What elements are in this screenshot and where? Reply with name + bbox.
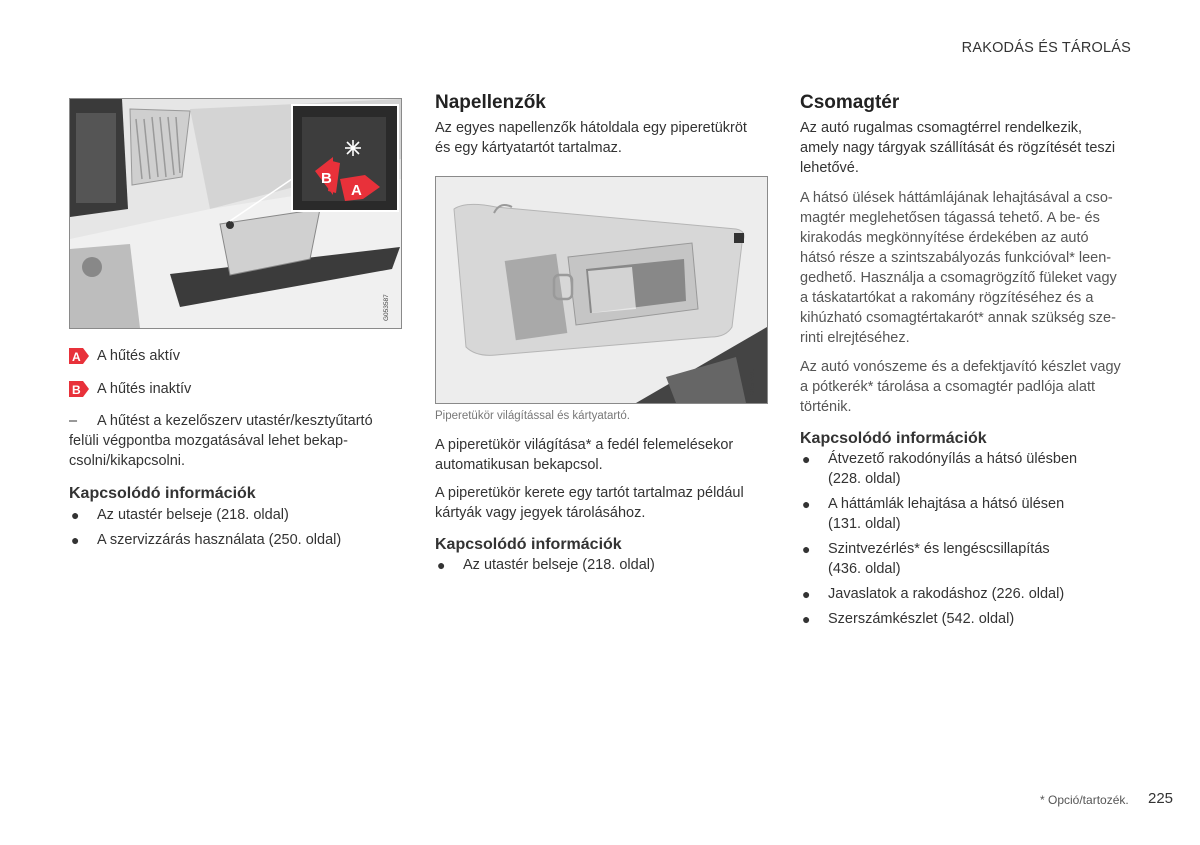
glovebox-figure <box>69 98 402 329</box>
intro-line: Az autó rugalmas csomagtérrel rendelkezik, <box>800 120 1083 136</box>
dash-line: felüli végpontba mozgatásával lehet bekap- <box>69 433 348 449</box>
section-title: Napellenzők <box>435 92 546 113</box>
dash-item <box>69 411 402 471</box>
intro-line: Az egyes napellenzők hátoldala egy piperetükröt <box>435 120 747 136</box>
related-link[interactable]: ● Szerszámkészlet (542. oldal) <box>802 611 1015 627</box>
para-line: automatikusan bekapcsol. <box>435 457 603 473</box>
related-link[interactable]: ● A szervizzárás használata (250. oldal) <box>71 532 342 548</box>
bullet-icon: ● <box>802 496 811 512</box>
related-link[interactable]: ● Az utastér belseje (218. oldal) <box>437 557 655 573</box>
cargo-para-2: Az autó vonószeme és a defektjavító készlet vagy a pótkerék* tárolása a csomagtér padlója alatt történik. <box>800 359 1121 415</box>
column-cargo <box>800 92 1133 629</box>
figure-code: G053593 <box>749 368 756 395</box>
para-line: A piperetükör világítása* a fedél felemelésekor <box>435 437 734 453</box>
bullet-icon: ● <box>437 557 446 573</box>
related-link[interactable]: ● Szintvezérlés* és lengéscsillapítás (436. oldal) <box>802 541 1050 577</box>
intro-line: és egy kártyatartót tartalmaz. <box>435 140 622 156</box>
section-header: RAKODÁS ÉS TÁROLÁS <box>961 40 1131 56</box>
bullet-icon: ● <box>802 541 811 557</box>
page-number: 225 <box>1148 790 1174 807</box>
para-line: A piperetükör kerete egy tartót tartalmaz például <box>435 485 744 501</box>
related-link[interactable]: ● Javaslatok a rakodáshoz (226. oldal) <box>802 586 1065 602</box>
bullet-icon: ● <box>802 586 811 602</box>
svg-text:B: B <box>72 383 81 397</box>
figure-code: G053587 <box>383 294 390 321</box>
sun-visor-illustration <box>436 177 767 403</box>
dash-line: A hűtést a kezelőszerv utastér/kesztyűtartó <box>97 413 373 429</box>
svg-text:A: A <box>72 350 81 364</box>
footnote: * Opció/tartozék. <box>1040 793 1129 807</box>
sun-visor-figure <box>435 176 768 404</box>
section-title: Csomagtér <box>800 92 900 113</box>
intro-line: lehetővé. <box>800 160 859 176</box>
bullet-icon: ● <box>802 451 811 467</box>
cargo-para-1: A hátsó ülések háttámlájának lehajtásával a cso- magtér meglehetősen tágassá tehető. A be- és kirakodás megkönnyítése érdekében az autó hátsó része a szintszabályozás funkcióval* leen- gedhető. Használja a csomagrögzítő füleket vagy a táskatartókat a rakomány rögzítéséhez és a kihúzható csomagtértakarót* annak szükség sze- rinti elrejtéséhez. <box>800 190 1117 346</box>
figure-caption: Piperetükör világítással és kártyatartó. <box>435 410 630 422</box>
bullet-icon: ● <box>71 532 80 548</box>
legend-item-a <box>69 346 402 366</box>
legend-item-b <box>69 379 402 399</box>
related-heading: Kapcsolódó információk <box>435 536 622 553</box>
related-link[interactable]: ● Átvezető rakodónyílás a hátsó ülésben (228. oldal) <box>802 451 1078 487</box>
related-heading: Kapcsolódó információk <box>69 485 256 502</box>
glovebox-illustration <box>70 99 401 328</box>
legend-text-b: A hűtés inaktív <box>97 381 192 397</box>
figure-label-a: A <box>351 182 362 199</box>
column-glovebox <box>69 92 402 550</box>
bullet-icon: ● <box>71 507 80 523</box>
related-link[interactable]: ● Az utastér belseje (218. oldal) <box>71 507 289 523</box>
figure-label-b: B <box>321 170 332 187</box>
dash-marker: – <box>69 413 78 429</box>
related-link[interactable]: ● A háttámlák lehajtása a hátsó ülésen (131. oldal) <box>802 496 1065 532</box>
bullet-icon: ● <box>802 611 811 627</box>
legend-text-a: A hűtés aktív <box>97 348 181 364</box>
intro-line: amely nagy tárgyak szállítását és rögzítését teszi <box>800 140 1116 156</box>
dash-line: csolni/kikapcsolni. <box>69 453 186 469</box>
para-line: kártyák vagy jegyek tárolásához. <box>435 505 646 521</box>
related-heading: Kapcsolódó információk <box>800 430 987 447</box>
column-sun-visors <box>435 92 768 575</box>
